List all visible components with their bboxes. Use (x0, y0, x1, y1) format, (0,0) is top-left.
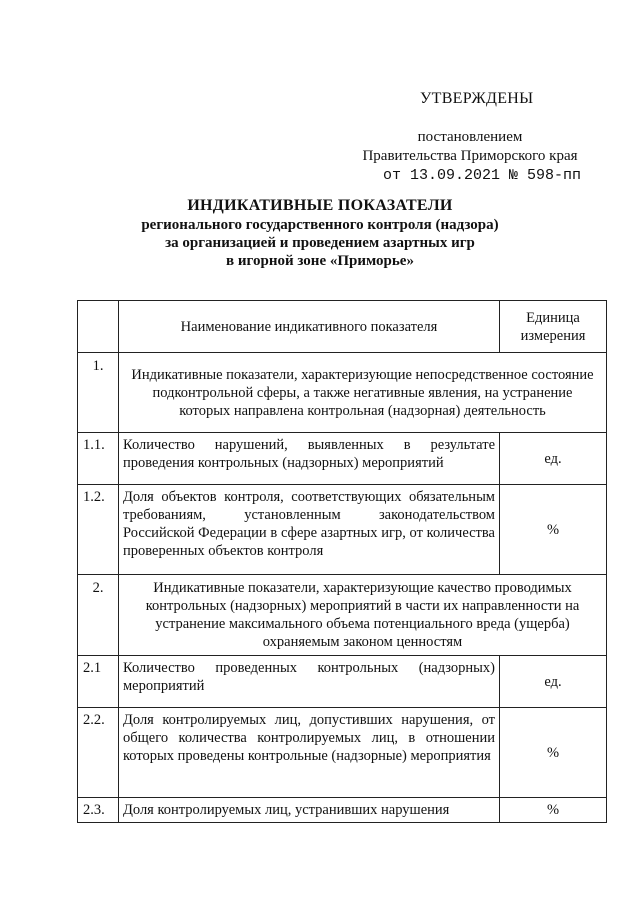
table-row (78, 708, 607, 798)
table-row (78, 798, 607, 823)
table-row (78, 575, 607, 656)
decree-line-2: Правительства Приморского края (362, 148, 578, 164)
row-number: 1.1. (78, 433, 119, 485)
table-header-row (78, 301, 607, 353)
approved-label: УТВЕРЖДЕНЫ (420, 90, 534, 107)
row-number: 2. (78, 575, 119, 656)
section-heading: Индикативные показатели, характеризующие непосредственное состояние подконтрольной сферы, а также негативные явления, на устранение которых направлена контрольная (надзорная) деятельность (119, 353, 607, 433)
table-row (78, 656, 607, 708)
title-line-1: регионального государственного контроля (надзора) (141, 217, 499, 233)
section-heading: Индикативные показатели, характеризующие качество проводимых контрольных (надзорных) мероприятий в части их направленности на устранение максимального объема потенциального вреда (ущерба) охраняемым законом ценностям (119, 575, 607, 656)
indicator-unit: ед. (500, 433, 607, 485)
decree-number: от 13.09.2021 № 598-пп (383, 167, 582, 184)
indicator-unit: ед. (500, 656, 607, 708)
row-number: 2.2. (78, 708, 119, 798)
table-row (78, 433, 607, 485)
indicators-table (77, 300, 607, 823)
indicator-name: Доля контролируемых лиц, устранивших нарушения (119, 798, 500, 823)
row-number: 1.2. (78, 485, 119, 575)
row-number: 1. (78, 353, 119, 433)
indicator-name: Количество нарушений, выявленных в результате проведения контрольных (надзорных) мероприятий (119, 433, 500, 485)
header-name-cell: Наименование индикативного показателя (119, 301, 500, 353)
title-line-3: в игорной зоне «Приморье» (226, 253, 414, 269)
table-row (78, 485, 607, 575)
row-number: 2.1 (78, 656, 119, 708)
indicator-unit: % (500, 798, 607, 823)
header-unit-cell: Единица измерения (500, 301, 607, 353)
header-num-cell (78, 301, 119, 353)
title-line-2: за организацией и проведением азартных игр (165, 235, 475, 251)
indicator-name: Доля объектов контроля, соответствующих обязательным требованиям, установленным законодательством Российской Федерации в сфере азартных игр, от количества проверенных объектов контроля (119, 485, 500, 575)
indicator-name: Количество проведенных контрольных (надзорных) мероприятий (119, 656, 500, 708)
decree-line-1: постановлением (417, 129, 523, 145)
indicator-unit: % (500, 708, 607, 798)
title-main: ИНДИКАТИВНЫЕ ПОКАЗАТЕЛИ (187, 197, 453, 214)
indicator-unit: % (500, 485, 607, 575)
table-row (78, 353, 607, 433)
indicator-name: Доля контролируемых лиц, допустивших нарушения, от общего количества контролируемых лиц, в отношении которых проведены контрольные (надзорные) мероприятия (119, 708, 500, 798)
row-number: 2.3. (78, 798, 119, 823)
